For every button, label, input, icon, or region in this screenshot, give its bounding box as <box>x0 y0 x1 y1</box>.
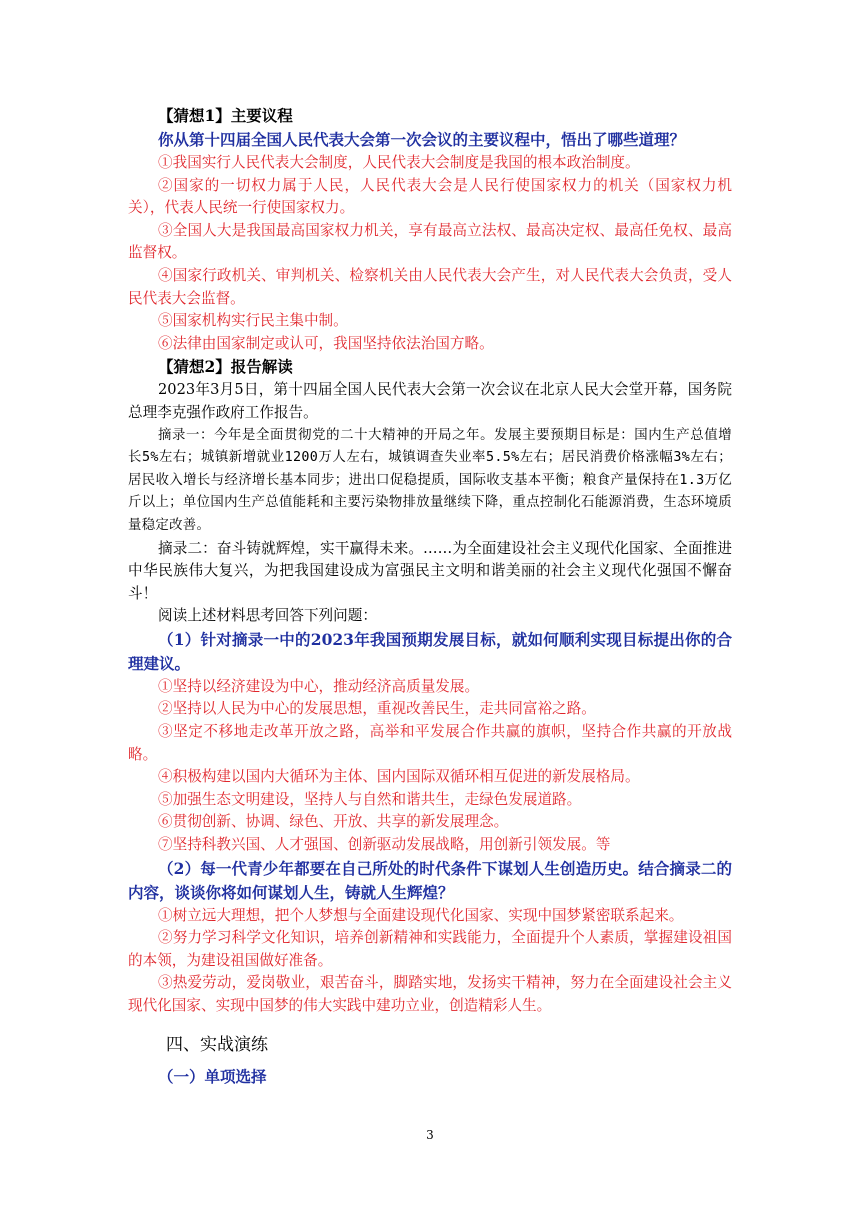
q1-answer-6: ⑥贯彻创新、协调、绿色、开放、共享的新发展理念。 <box>158 813 509 831</box>
question-2: （2）每一代青少年都要在自己所处的时代条件下谋划人生创造历史。结合摘录二的内容，谈谈你将如何谋划人生，铸就人生辉煌？ <box>128 858 732 902</box>
q1-answer-7: ⑦坚持科教兴国、人才强国、创新驱动发展战略，用创新引领发展。等 <box>158 836 611 854</box>
q1-answer-3: ③坚定不移地走改革开放之路，高举和平发展合作共赢的旗帜，坚持合作共赢的开放战略。 <box>128 723 732 763</box>
guess1-answer-1: ①我国实行人民代表大会制度，人民代表大会制度是我国的根本政治制度。 <box>158 154 640 171</box>
reading-prompt: 阅读上述材料思考回答下列问题： <box>158 607 377 625</box>
section-4-subtitle: （一）单项选择 <box>158 1067 267 1086</box>
page-number: 3 <box>426 1128 434 1142</box>
q1-answer-4: ④积极构建以国内大循环为主体、国内国际双循环相互促进的新发展格局。 <box>158 768 640 786</box>
guess1-answer-3: ③全国人大是我国最高国家权力机关，享有最高立法权、最高决定权、最高任免权、最高监督权。 <box>128 221 732 262</box>
guess1-answer-5: ⑤国家机构实行民主集中制。 <box>158 312 348 330</box>
guess2-title: 【猜想2】报告解读 <box>158 357 293 377</box>
guess1-answer-6: ⑥法律由国家制定或认可，我国坚持依法治国方略。 <box>158 334 494 352</box>
q2-answer-1: ①树立远大理想，把个人梦想与全面建设现代化国家、实现中国梦紧密联系起来。 <box>158 906 684 924</box>
page-content <box>128 104 732 1090</box>
q2-answer-2: ②努力学习科学文化知识，培养创新精神和实践能力，全面提升个人素质，掌握建设祖国的本领，为建设祖国做好准备。 <box>128 929 732 969</box>
q1-answer-2: ②坚持以人民为中心的发展思想，重视改善民生，走共同富裕之路。 <box>158 700 596 718</box>
excerpt-1: 摘录一：今年是全面贯彻党的二十大精神的开局之年。发展主要预期目标是：国内生产总值增长5%左右；城镇新增就业1200万人左右，城镇调查失业率5.5%左右；居民消费价格涨幅3%左右；居民收入增长与经济增长基本同步；进出口促稳提质，国际收支基本平衡；粮食产量保持在1.3万亿斤以上；单位国内生产总值能耗和主要污染物排放量继续下降，重点控制化石能源消费，生态环境质量稳定改善。 <box>128 427 732 533</box>
excerpt-2: 摘录二：奋斗铸就辉煌，实干赢得未来。……为全面建设社会主义现代化国家、全面推进中华民族伟大复兴，为把我国建设成为富强民主文明和谐美丽的社会主义现代化强国不懈奋斗！ <box>128 539 732 602</box>
q1-answer-1: ①坚持以经济建设为中心，推动经济高质量发展。 <box>158 677 480 695</box>
guess1-answer-4: ④国家行政机关、审判机关、检察机关由人民代表大会产生，对人民代表大会负责，受人民代表大会监督。 <box>128 266 732 307</box>
guess1-question: 你从第十四届全国人民代表大会第一次会议的主要议程中，悟出了哪些道理？ <box>158 130 686 149</box>
guess2-intro: 2023年3月5日，第十四届全国人民代表大会第一次会议在北京人民大会堂开幕，国务院总理李克强作政府工作报告。 <box>128 381 732 421</box>
question-1: （1）针对摘录一中的2023年我国预期发展目标，就如何顺利实现目标提出你的合理建议。 <box>128 629 732 673</box>
section-4-title: 四、实战演练 <box>166 1034 268 1055</box>
q1-answer-5: ⑤加强生态文明建设，坚持人与自然和谐共生，走绿色发展道路。 <box>158 790 582 808</box>
q2-answer-3: ③热爱劳动，爱岗敬业，艰苦奋斗，脚踏实地，发扬实干精神，努力在全面建设社会主义现代化国家、实现中国梦的伟大实践中建功立业，创造精彩人生。 <box>128 974 732 1014</box>
guess1-answer-2: ②国家的一切权力属于人民，人民代表大会是人民行使国家权力的机关（国家权力机关），代表人民统一行使国家权力。 <box>128 176 732 217</box>
guess1-title: 【猜想1】主要议程 <box>158 106 293 125</box>
